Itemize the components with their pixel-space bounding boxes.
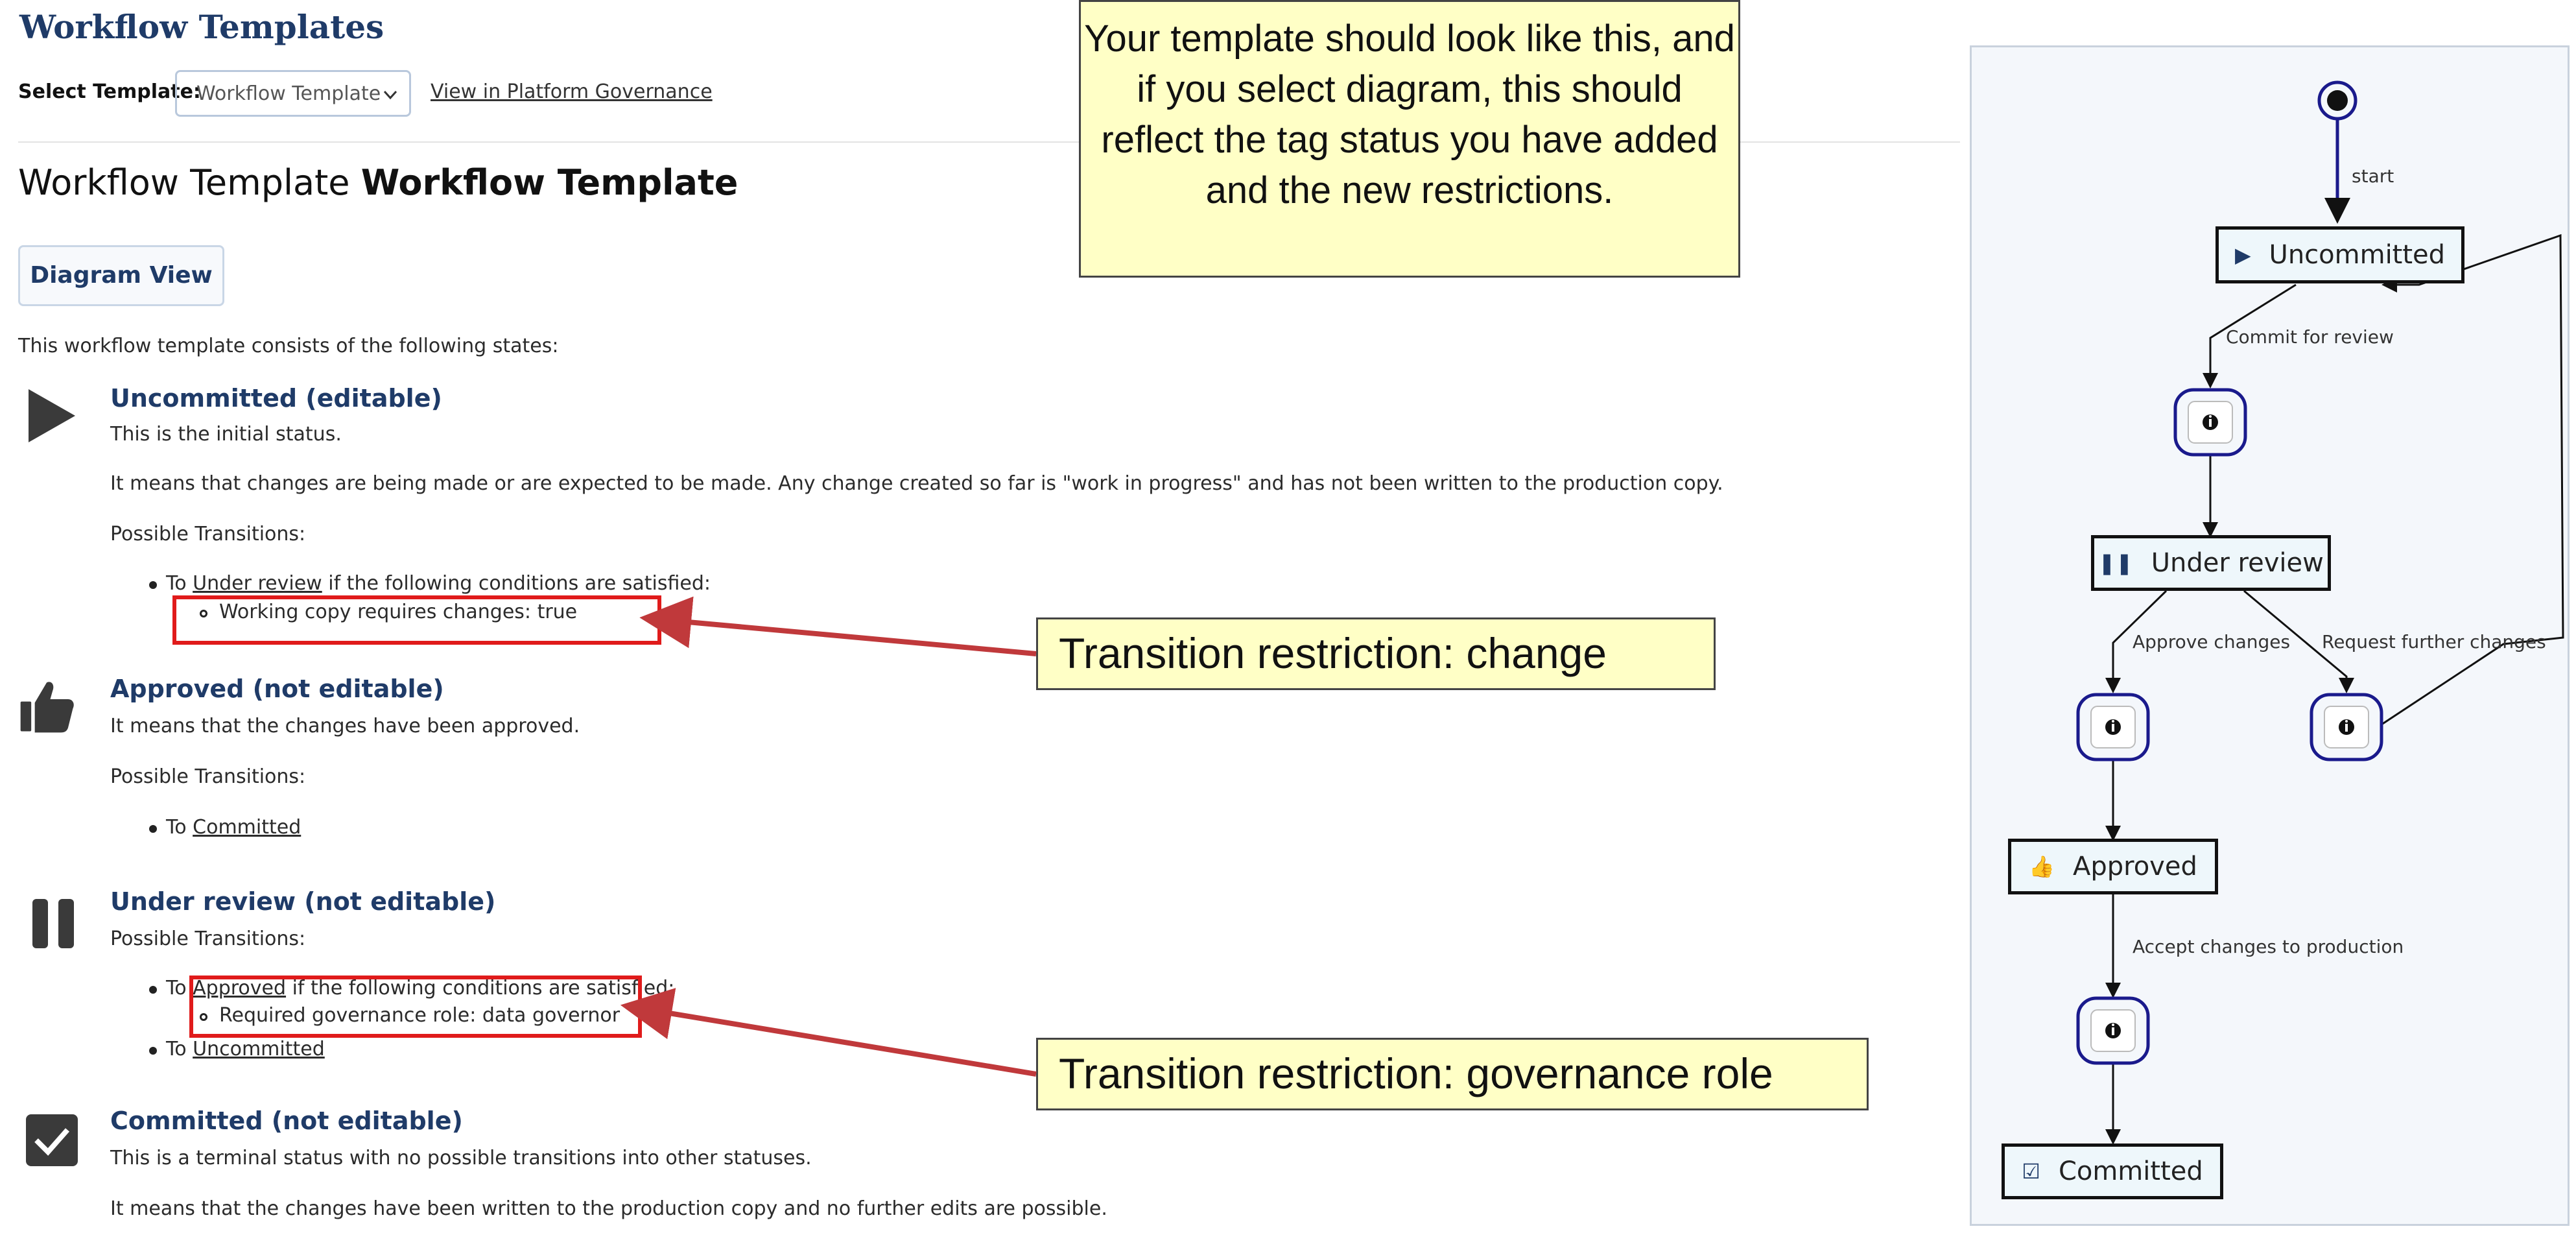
play-icon: ▶ bbox=[2234, 243, 2251, 267]
template-heading-prefix: Workflow Template bbox=[18, 162, 350, 203]
callout-instructions: Your template should look like this, and if you select diagram, this should reflect the tag status you have added and the new restrictions. bbox=[1079, 0, 1740, 278]
arrow-change bbox=[681, 621, 1036, 654]
checkbox-checked-icon: ☑ bbox=[2022, 1159, 2040, 1184]
intro-text: This workflow template consists of the following states: bbox=[18, 335, 559, 357]
transition-suffix: if the following conditions are satisfied: bbox=[328, 572, 711, 595]
state-title-under-review: Under review (not editable) bbox=[110, 887, 496, 916]
workflow-diagram-panel bbox=[1970, 45, 2570, 1226]
edge-label-approve-changes: Approve changes bbox=[2133, 631, 2291, 652]
transition-prefix: To bbox=[166, 816, 187, 839]
edge-label-start: start bbox=[2352, 165, 2394, 187]
diagram-node-label: Uncommitted bbox=[2269, 240, 2446, 270]
template-heading-name: Workflow Template bbox=[360, 162, 739, 203]
uncommitted-initial-text: This is the initial status. bbox=[110, 423, 342, 446]
diagram-node-under-review[interactable] bbox=[2091, 535, 2331, 591]
link-committed[interactable]: Committed bbox=[193, 816, 301, 839]
template-select-value: Workflow Template bbox=[196, 82, 381, 105]
state-title-uncommitted: Uncommitted (editable) bbox=[110, 384, 442, 413]
info-node-commit bbox=[2175, 390, 2245, 455]
link-uncommitted[interactable]: Uncommitted bbox=[193, 1038, 325, 1060]
edge-label-accept-changes: Accept changes to production bbox=[2133, 936, 2404, 957]
diagram-node-uncommitted[interactable] bbox=[2216, 226, 2464, 283]
info-node-request bbox=[2311, 695, 2381, 760]
link-approved[interactable]: Approved bbox=[193, 977, 287, 1000]
diagram-node-committed[interactable] bbox=[2002, 1143, 2223, 1199]
state-title-approved: Approved (not editable) bbox=[110, 675, 444, 703]
transition-prefix: To bbox=[166, 1038, 187, 1060]
under-review-transitions-label: Possible Transitions: bbox=[110, 928, 306, 950]
diagram-node-label: Committed bbox=[2058, 1156, 2203, 1186]
info-node-approve bbox=[2078, 695, 2148, 760]
info-node-accept bbox=[2078, 998, 2148, 1063]
thumbs-up-icon: 👍 bbox=[2029, 854, 2055, 879]
edge-label-commit-for-review: Commit for review bbox=[2226, 326, 2394, 348]
approved-description: It means that the changes have been approved. bbox=[110, 715, 580, 737]
approved-transitions-label: Possible Transitions: bbox=[110, 765, 306, 788]
callout-change-restriction: Transition restriction: change bbox=[1036, 617, 1716, 690]
uncommitted-transitions-label: Possible Transitions: bbox=[110, 523, 306, 545]
callout-governance-restriction: Transition restriction: governance role bbox=[1036, 1038, 1869, 1110]
under-review-condition: Required governance role: data governor bbox=[219, 1004, 620, 1027]
page-title: Workflow Templates bbox=[19, 8, 384, 46]
diagram-node-approved[interactable] bbox=[2008, 839, 2218, 894]
uncommitted-condition: Working copy requires changes: true bbox=[219, 601, 578, 623]
transition-suffix: if the following conditions are satisfied: bbox=[292, 977, 675, 1000]
edge-label-request-further: Request further changes bbox=[2322, 631, 2546, 652]
platform-governance-link[interactable]: View in Platform Governance bbox=[431, 80, 713, 103]
transition-prefix: To bbox=[166, 977, 187, 1000]
select-template-label: Select Template: bbox=[18, 80, 201, 103]
transition-prefix: To bbox=[166, 572, 187, 595]
link-under-review[interactable]: Under review bbox=[193, 572, 322, 595]
pause-icon: ❚❚ bbox=[2098, 551, 2133, 575]
diagram-node-label: Under review bbox=[2151, 548, 2324, 578]
state-title-committed: Committed (not editable) bbox=[110, 1107, 463, 1135]
diagram-view-button[interactable]: Diagram View bbox=[18, 245, 224, 306]
committed-terminal-text: This is a terminal status with no possible transitions into other statuses. bbox=[110, 1147, 812, 1169]
arrow-governance bbox=[661, 1012, 1036, 1074]
committed-description: It means that the changes have been written to the production copy and no further edits are possible. bbox=[110, 1197, 1107, 1220]
uncommitted-description: It means that changes are being made or are expected to be made. Any change created so far is "work in progress" and has not been written to the production copy. bbox=[110, 472, 1723, 495]
diagram-node-label: Approved bbox=[2072, 852, 2197, 881]
